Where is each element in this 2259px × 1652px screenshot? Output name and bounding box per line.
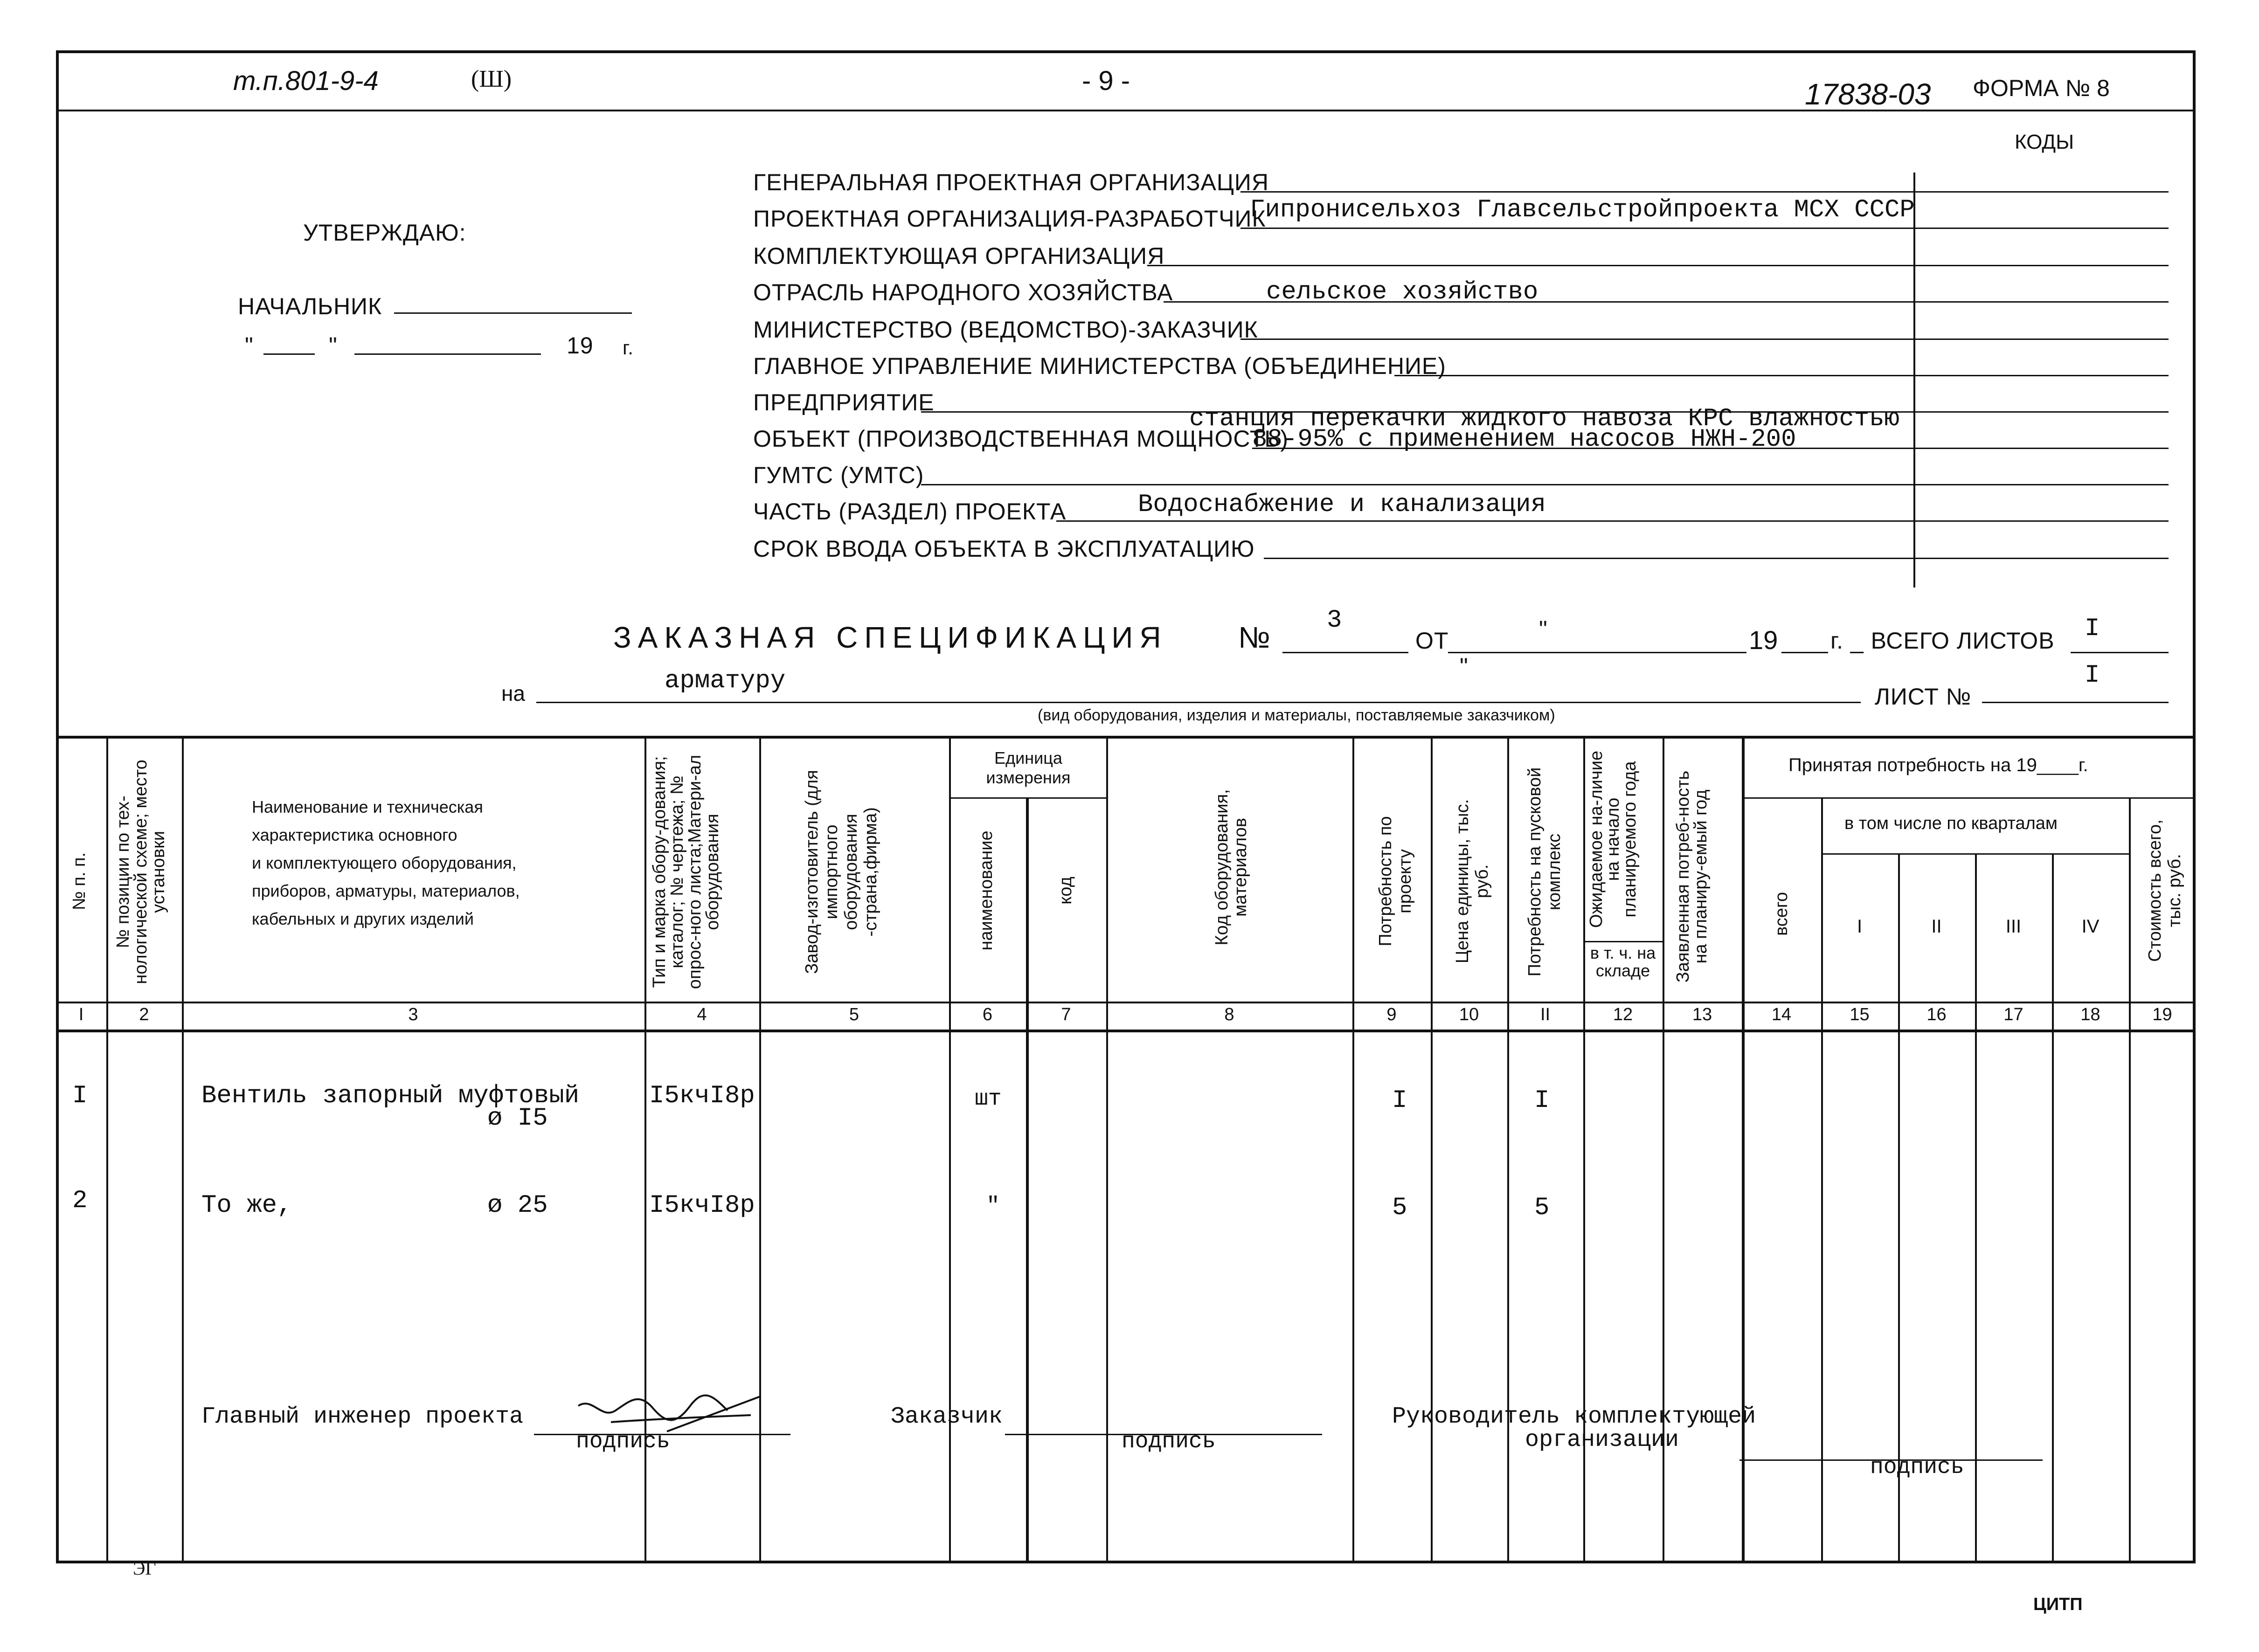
col-line-18: [2129, 797, 2131, 1561]
col-head-16: II: [1931, 916, 1942, 937]
col-line-5: [949, 736, 951, 1561]
col-line-9: [1431, 736, 1433, 1561]
col-head-15: I: [1857, 916, 1863, 937]
complete-org-label: КОМПЛЕКТУЮЩАЯ ОРГАНИЗАЦИЯ: [753, 243, 1165, 269]
branch-label: ОТРАСЛЬ НАРОДНОГО ХОЗЯЙСТВА: [753, 279, 1173, 305]
spec-total-line: [2071, 652, 2169, 653]
col-head-18: IV: [2081, 916, 2100, 937]
spec-year-suffix: г. _ ВСЕГО ЛИСТОВ: [1830, 628, 2055, 654]
row2-qty-launch: 5: [1534, 1194, 1550, 1222]
form-number: ФОРМА № 8: [1973, 75, 2110, 101]
colnum-10: 10: [1459, 1005, 1479, 1024]
stock-subheader-line: [1583, 941, 1663, 942]
col-head-1: № п. п.: [69, 852, 89, 911]
col-head-12-sub: в т. ч. на складе: [1590, 943, 1656, 980]
colnum-1: I: [78, 1005, 84, 1024]
col-head-13: Заявленная потреб-ность на планиру-емый год: [1673, 770, 1711, 983]
col-line-16: [1975, 853, 1977, 1561]
date-month-line: [354, 353, 541, 355]
colnum-6: 6: [982, 1005, 993, 1024]
colnum-18: 18: [2080, 1005, 2100, 1024]
col-head-accepted: Принятая потребность на 19____г.: [1788, 755, 2088, 775]
row1-qty-launch: I: [1534, 1086, 1550, 1115]
date-close-quote: ": [329, 332, 338, 359]
col-line-1: [106, 736, 108, 1561]
spec-no-value: 3: [1327, 606, 1342, 635]
spec-from-label: ОТ: [1415, 628, 1449, 654]
spec-year-line: [1781, 652, 1828, 653]
row1-qty: I: [1392, 1086, 1407, 1115]
part-line: [1056, 520, 2169, 522]
table-top-border: [56, 736, 2196, 739]
col-head-3-l4: приборов, арматуры, материалов,: [252, 881, 520, 900]
col-line-17: [2052, 853, 2054, 1561]
spec-quote-2: ": [1460, 653, 1469, 679]
col-line-7: [1106, 736, 1108, 1561]
part-label: ЧАСТЬ (РАЗДЕЛ) ПРОЕКТА: [753, 498, 1067, 525]
col-head-3-l1: Наименование и техническая: [252, 797, 483, 816]
date-open-quote: ": [245, 332, 254, 359]
doc-number: 17838-03: [1805, 77, 1931, 111]
col-line-8: [1352, 736, 1354, 1561]
colnum-17: 17: [2003, 1005, 2023, 1024]
spec-total-sheets: I: [2085, 615, 2100, 643]
colnum-3: 3: [408, 1005, 418, 1024]
footer-left-mark: ЭГ: [133, 1558, 156, 1579]
footer-right-mark: ЦИТП: [2033, 1595, 2083, 1614]
row2-size: ø 25: [487, 1191, 548, 1220]
object-line: [1252, 448, 2169, 449]
codes-column-divider: [1913, 173, 1915, 588]
ministry-label: МИНИСТЕРСТВО (ВЕДОМСТВО)-ЗАКАЗЧИК: [753, 317, 1258, 343]
colnum-15: 15: [1850, 1005, 1870, 1024]
part-value: Водоснабжение и канализация: [1138, 491, 1546, 519]
year-suffix: г.: [623, 337, 634, 359]
row2-num: 2: [72, 1187, 88, 1215]
customer-label: Заказчик: [891, 1403, 1003, 1430]
spec-no-line: [1282, 652, 1408, 653]
col-line-10: [1507, 736, 1509, 1561]
colnum-14: 14: [1771, 1005, 1792, 1024]
colnum-2: 2: [139, 1005, 149, 1024]
spec-sheet-value: I: [2085, 661, 2100, 690]
col-line-2: [182, 736, 184, 1561]
colnum-8: 8: [1224, 1005, 1234, 1024]
spec-date-line: [1448, 652, 1746, 653]
row2-name: То же,: [201, 1191, 292, 1220]
col-head-14: всего: [1772, 892, 1791, 936]
row1-type: I5кчI8р: [649, 1082, 755, 1110]
main-dept-line: [1394, 375, 2169, 376]
general-org-label: ГЕНЕРАЛЬНАЯ ПРОЕКТНАЯ ОРГАНИЗАЦИЯ: [753, 169, 1269, 195]
colnum-16: 16: [1926, 1005, 1947, 1024]
colnum-19: 19: [2152, 1005, 2172, 1024]
row1-unit: шт: [975, 1086, 1002, 1112]
unit-subheader-line: [949, 797, 1106, 799]
approve-label: УТВЕРЖДАЮ:: [303, 220, 466, 246]
colnum-4: 4: [697, 1005, 707, 1024]
object-value-2: 88-95% с применением насосов НЖН-200: [1252, 425, 1796, 454]
row1-num: I: [72, 1082, 88, 1110]
ministry-line: [1240, 339, 2169, 340]
object-label: ОБЪЕКТ (ПРОИЗВОДСТВЕННАЯ МОЩНОСТЬ): [753, 426, 1289, 452]
col-head-quarters: в том числе по кварталам: [1844, 814, 2058, 833]
gumts-label: ГУМТС (УМТС): [753, 462, 924, 488]
colnum-12: 12: [1613, 1005, 1633, 1024]
row1-name: Вентиль запорный муфтовый: [201, 1082, 580, 1110]
roman-marker: (Ш): [471, 66, 512, 92]
col-head-3-l3: и комплектующего оборудования,: [252, 853, 517, 872]
spec-on-label: на: [501, 681, 525, 705]
signature-label-2: подпись: [1122, 1429, 1216, 1454]
col-line-13: [1742, 736, 1745, 1561]
col-head-17: III: [2005, 916, 2022, 937]
spec-year: 19: [1749, 625, 1778, 655]
general-org-line: [1240, 191, 2169, 193]
col-head-5: Завод-изготовитель (для импортного оборудования -страна,фирма): [802, 770, 880, 974]
head-org-label-2: организации: [1525, 1427, 1679, 1453]
col-line-14: [1821, 797, 1823, 1561]
signature-label-3: подпись: [1870, 1455, 1964, 1480]
col-head-11: Потребность на пусковой комплекс: [1525, 767, 1564, 977]
colnum-13: 13: [1692, 1005, 1712, 1024]
branch-value: сельское хозяйство: [1266, 278, 1538, 306]
branch-line: [1164, 301, 2169, 303]
colnum-7: 7: [1061, 1005, 1071, 1024]
accepted-subheader-line: [1742, 797, 2196, 799]
col-head-19: Стоимость всего, тыс. руб.: [2145, 819, 2184, 962]
head-org-label-1: Руководитель комплектующей: [1392, 1403, 1756, 1430]
row2-unit: ": [986, 1194, 1000, 1219]
codes-label: КОДЫ: [2015, 131, 2074, 153]
row2-type: I5кчI8р: [649, 1191, 755, 1220]
term-line: [1264, 558, 2169, 559]
col-head-4: Тип и марка обору-дования; каталог; № чертежа; № опрос-ного листа;Матери-ал оборудования: [650, 754, 722, 989]
spec-sheet-label: ЛИСТ №: [1875, 684, 1972, 710]
colnum-11: II: [1540, 1005, 1551, 1024]
main-dept-label: ГЛАВНОЕ УПРАВЛЕНИЕ МИНИСТЕРСТВА (ОБЪЕДИНЕНИЕ): [753, 353, 1446, 379]
spec-on-value: арматуру: [665, 667, 786, 695]
col-head-6-unit: Единица измерения: [986, 748, 1071, 787]
col-head-3-l2: характеристика основного: [252, 825, 457, 844]
year-label: 19: [567, 332, 594, 359]
chief-label: НАЧАЛЬНИК: [238, 293, 382, 319]
page-number: - 9 -: [1082, 66, 1130, 96]
col-head-10: Цена единицы, тыс. руб.: [1453, 799, 1492, 964]
col-head-7: код: [1056, 877, 1075, 905]
project-ref: т.п.801-9-4: [233, 66, 379, 96]
date-day-line: [263, 353, 315, 355]
gumts-line: [921, 484, 2169, 485]
col-head-12: Ожидаемое на-личие на начало планируемого года: [1587, 751, 1640, 928]
col-line-6: [1026, 797, 1029, 1561]
col-head-6: наименование: [977, 830, 996, 951]
row1-size: ø I5: [487, 1104, 548, 1133]
colnum-9: 9: [1386, 1005, 1397, 1024]
spec-sheet-line: [1982, 702, 2169, 703]
table-colnum-bottom: [56, 1030, 2196, 1032]
dev-org-line: [1240, 228, 2169, 229]
table-colnum-top: [56, 1002, 2196, 1003]
object-value-1: станция перекачки жидкого навоза КРС влажностью: [1189, 405, 1900, 433]
term-label: СРОК ВВОДА ОБЪЕКТА В ЭКСПЛУАТАЦИЮ: [753, 536, 1255, 562]
signature-label-1: подпись: [576, 1429, 670, 1454]
spec-quote-1: ": [1539, 616, 1548, 642]
row2-qty: 5: [1392, 1194, 1407, 1222]
enterprise-label: ПРЕДПРИЯТИЕ: [753, 389, 935, 415]
chief-line: [394, 312, 632, 314]
complete-org-line: [1147, 265, 2169, 266]
chief-engineer-label: Главный инженер проекта: [201, 1403, 524, 1430]
quarter-subheader-line: [1821, 853, 2129, 855]
spec-on-line: [536, 702, 1861, 703]
dev-org-value: Гипронисельхоз Главсельстройпроекта МСХ СССР: [1250, 196, 1915, 224]
col-head-3-l5: кабельных и других изделий: [252, 909, 474, 928]
col-head-8: Код оборудования, материалов: [1212, 789, 1250, 946]
spec-title: ЗАКАЗНАЯ СПЕЦИФИКАЦИЯ: [613, 621, 1168, 654]
dev-org-label: ПРОЕКТНАЯ ОРГАНИЗАЦИЯ-РАЗРАБОТЧИК: [753, 206, 1266, 232]
col-head-2: № позиции по тех-нологической схеме; место установки: [113, 760, 168, 984]
spec-subcaption: (вид оборудования, изделия и материалы, поставляемые заказчиком): [1038, 706, 1555, 724]
spec-no-label: №: [1238, 621, 1270, 654]
col-head-9: Потребность по проекту: [1376, 816, 1415, 947]
colnum-5: 5: [849, 1005, 859, 1024]
